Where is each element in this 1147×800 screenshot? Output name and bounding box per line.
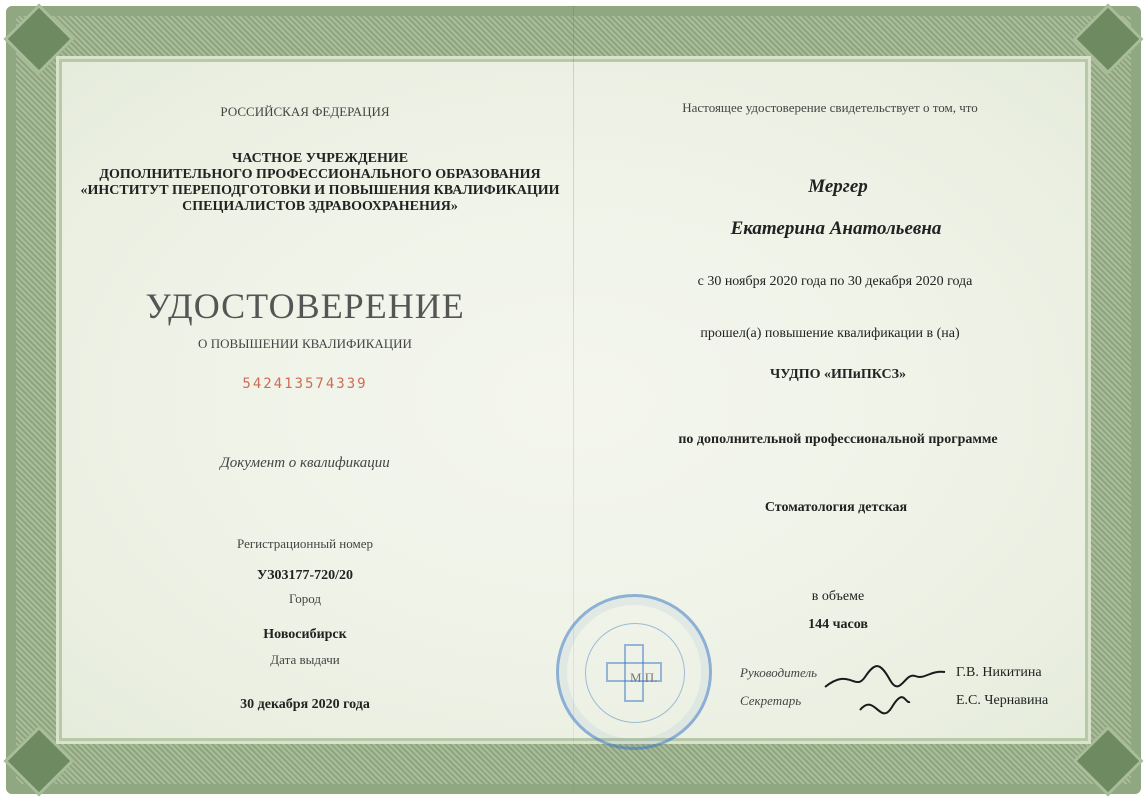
- holder-given-names: Екатерина Анатольевна: [730, 218, 942, 239]
- head-name: Г.В. Никитина: [956, 665, 1042, 680]
- head-signature: [820, 652, 950, 732]
- org-line-2: ДОПОЛНИТЕЛЬНОГО ПРОФЕССИОНАЛЬНОГО ОБРАЗОВАНИЯ: [99, 167, 541, 182]
- institution-short-name: ЧУДПО «ИПиПКСЗ»: [769, 367, 907, 382]
- holder-surname: Мергер: [808, 176, 868, 197]
- document-type: Документ о квалификации: [220, 455, 390, 471]
- registration-number: УЗ03177-720/20: [256, 568, 354, 583]
- training-period: с 30 ноября 2020 года по 30 декабря 2020 года: [697, 274, 973, 289]
- program-intro: по дополнительной профессиональной программе: [678, 432, 998, 447]
- org-line-4: СПЕЦИАЛИСТОВ ЗДРАВООХРАНЕНИЯ»: [182, 199, 458, 214]
- volume-label: в объеме: [811, 589, 865, 604]
- secretary-name: Е.С. Чернавина: [956, 693, 1049, 708]
- passed-text: прошел(а) повышение квалификации в (на): [700, 326, 960, 341]
- volume-hours: 144 часов: [808, 617, 868, 632]
- city-value: Новосибирск: [263, 627, 347, 642]
- head-role-label: Руководитель: [740, 665, 818, 680]
- registration-label: Регистрационный номер: [237, 536, 373, 551]
- city-label: Город: [288, 591, 322, 606]
- org-line-3: «ИНСТИТУТ ПЕРЕПОДГОТОВКИ И ПОВЫШЕНИЯ КВАЛИФИКАЦИИ: [80, 183, 560, 198]
- country-label: РОССИЙСКАЯ ФЕДЕРАЦИЯ: [220, 104, 390, 119]
- intro-text: Настоящее удостоверение свидетельствует о том, что: [682, 100, 978, 115]
- certificate-title: УДОСТОВЕРЕНИЕ: [145, 286, 465, 326]
- program-name: Стоматология детская: [764, 500, 908, 515]
- seal-place-mark: М.П.: [630, 670, 658, 685]
- org-line-1: ЧАСТНОЕ УЧРЕЖДЕНИЕ: [231, 151, 409, 166]
- secretary-role-label: Секретарь: [740, 693, 802, 708]
- issue-date: 30 декабря 2020 года: [240, 697, 370, 712]
- certificate-subtitle: О ПОВЫШЕНИИ КВАЛИФИКАЦИИ: [198, 336, 412, 351]
- serial-number: 542413574339: [242, 376, 368, 392]
- issue-date-label: Дата выдачи: [270, 652, 340, 667]
